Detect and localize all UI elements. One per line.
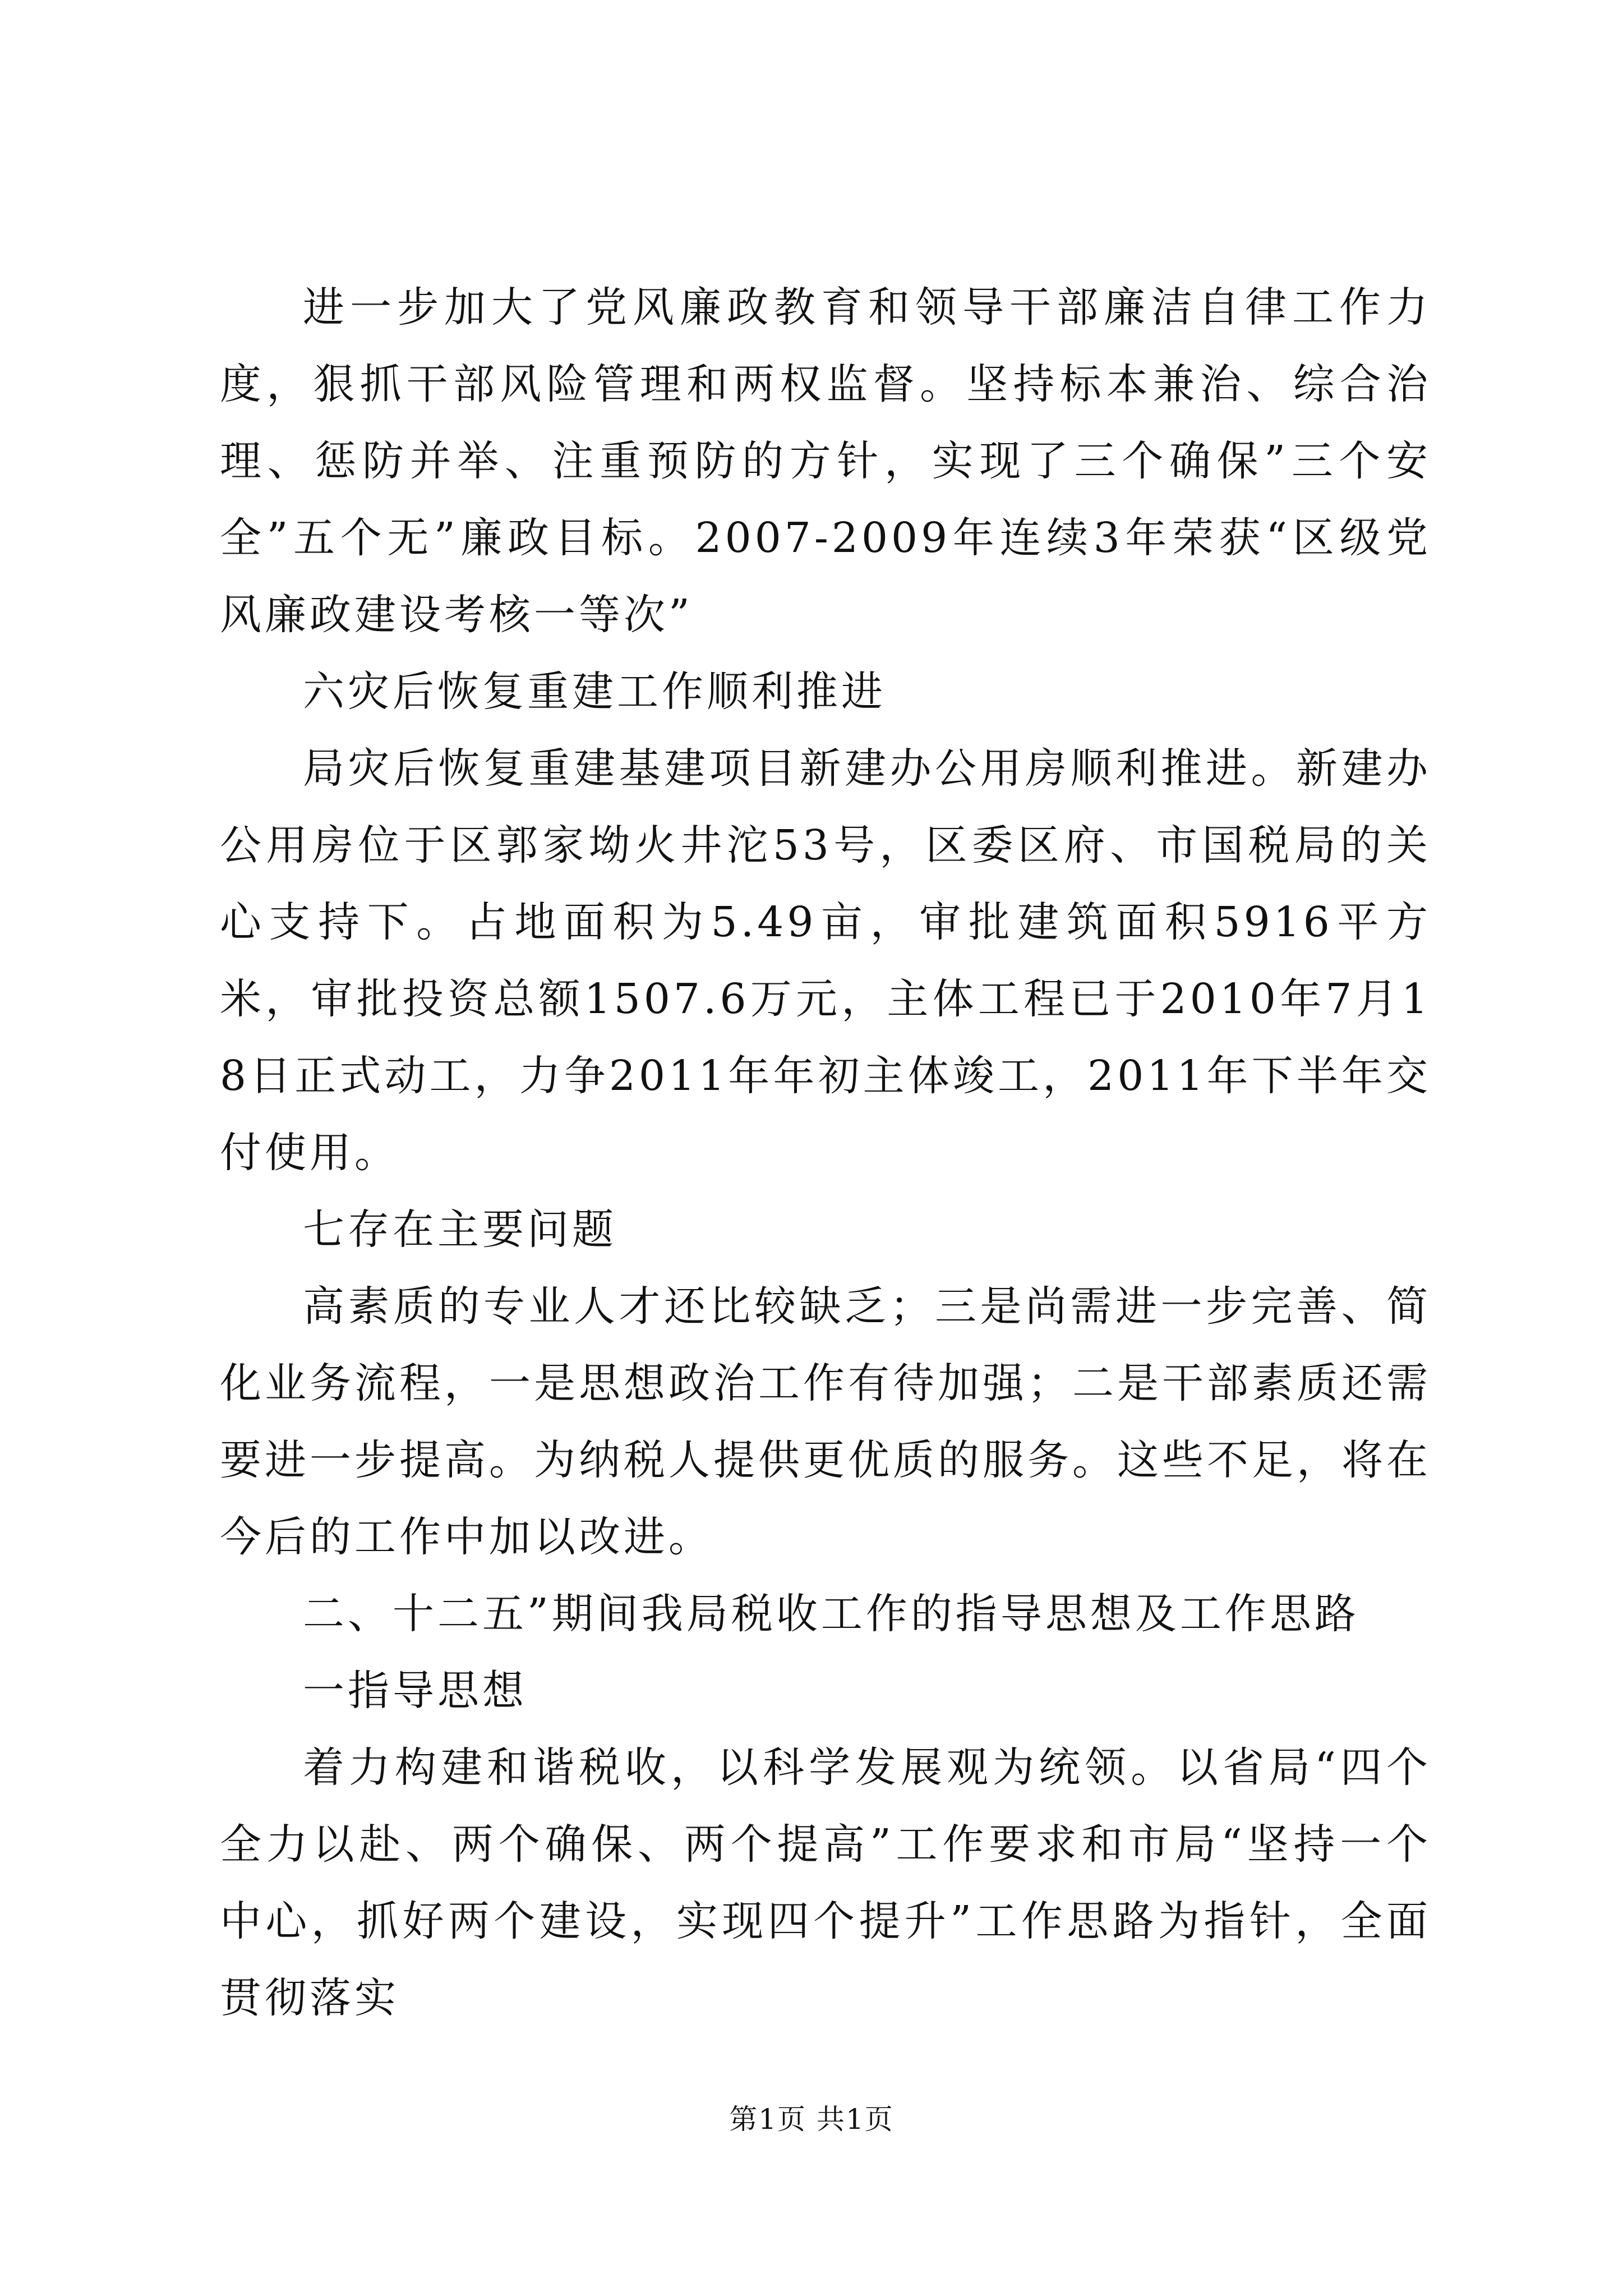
heading-five-year-plan: 二、十二五”期间我局税收工作的指导思想及工作思路 xyxy=(303,1590,1359,1638)
page-number-footer: 第1页 共1页 xyxy=(729,2103,894,2136)
heading-guiding-thought: 一指导思想 xyxy=(303,1667,527,1715)
paragraph-reconstruction: 局灾后恢复重建基建项目新建办公用房顺利推进。新建办公用房位于区郭家坳火井沱53号，区委区府、市国税局的关心支持下。占地面积为5.49亩，审批建筑面积5916平方米，审批投资总额1507.6万元，主体工程已于2010年7月18日正式动工，力争2011年年初主体竣工，2011年下半年交付使用。 xyxy=(220,744,1431,1177)
heading-reconstruction: 六灾后恢复重建工作顺利推进 xyxy=(303,668,886,716)
paragraph-anticorruption: 进一步加大了党风廉政教育和领导干部廉洁自律工作力度，狠抓干部风险管理和两权监督。坚持标本兼治、综合治理、惩防并举、注重预防的方针，实现了三个确保”三个安全”五个无”廉政目标。2007-2009年连续3年荣获“区级党风廉政建设考核一等次” xyxy=(220,283,1431,639)
paragraph-guiding-thought: 着力构建和谐税收，以科学发展观为统领。以省局“四个全力以赴、两个确保、两个提高”工作要求和市局“坚持一个中心，抓好两个建设，实现四个提升”工作思路为指针，全面贯彻落实 xyxy=(220,1743,1431,2022)
paragraph-problems: 高素质的专业人才还比较缺乏；三是尚需进一步完善、简化业务流程，一是思想政治工作有待加强；二是干部素质还需要进一步提高。为纳税人提供更优质的服务。这些不足，将在今后的工作中加以改进。 xyxy=(220,1282,1431,1561)
document-body xyxy=(220,269,1431,2037)
heading-problems: 七存在主要问题 xyxy=(303,1205,617,1254)
